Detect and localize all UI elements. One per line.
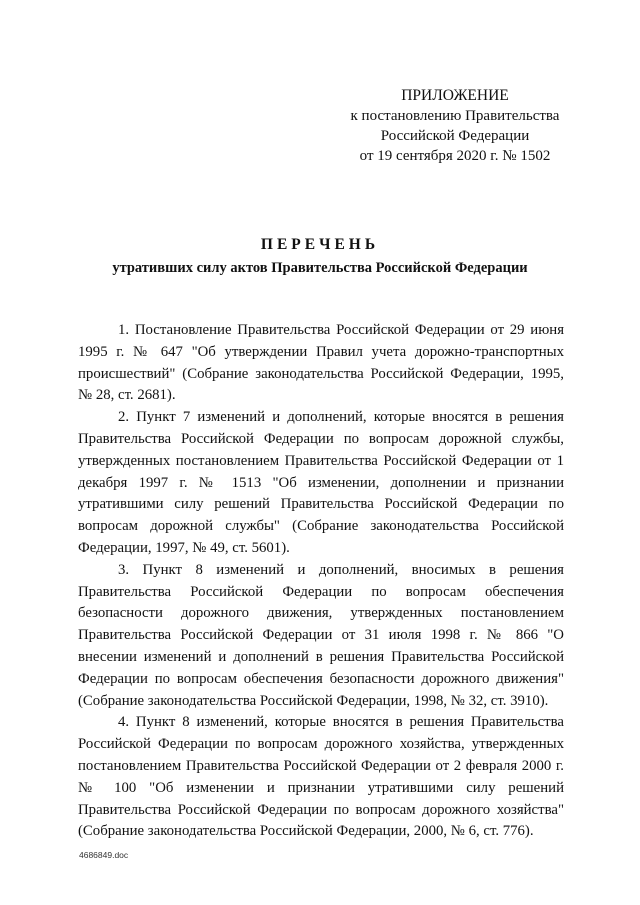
appendix-line-3: от 19 сентября 2020 г. № 1502 — [359, 148, 551, 164]
appendix-heading: ПРИЛОЖЕНИЕ — [401, 87, 509, 104]
appendix-block — [330, 86, 580, 166]
document-subtitle: утративших силу актов Правительства Российской Федерации — [112, 260, 528, 276]
file-name-footer: 4686849.doc — [79, 850, 129, 860]
list-item-4: 4. Пункт 8 изменений, которые вносятся в решения Правительства Российской Федерации по вопросам дорожного хозяйства, утвержденных постановлением Правительства Российской Федерации от 2 февраля 2000 г. № 100 "Об изменении и признании утратившими силу решений Правительства Российской Федерации по вопросам дорожного хозяйства" (Собрание законодательства Российской Федерации, 2000, № 6, ст. 776). — [78, 714, 564, 840]
appendix-line-2: Российской Федерации — [380, 128, 530, 144]
appendix-line-1: к постановлению Правительства — [350, 108, 560, 124]
list-item-2: 2. Пункт 7 изменений и дополнений, которые вносятся в решения Правительства Российской Федерации по вопросам дорожной службы, утвержденных постановлением Правительства Российской Федерации от 1 декабря 1997 г. № 1513 "Об изменении, дополнении и признании утратившими силу решений Правительства Российской Федерации по вопросам дорожной службы" (Собрание законодательства Российской Федерации, 1997, № 49, ст. 5601). — [78, 409, 564, 556]
document-title: ПЕРЕЧЕНЬ — [260, 236, 380, 253]
acts-list — [78, 320, 564, 843]
list-item-3: 3. Пункт 8 изменений и дополнений, вносимых в решения Правительства Российской Федерации по вопросам обеспечения безопасности дорожного движения, утвержденных постановлением Правительства Российской Федерации от 31 июля 1998 г. № 866 "О внесении изменений и дополнений в решения Правительства Российской Федерации по вопросам обеспечения безопасности дорожного движения" (Собрание законодательства Российской Федерации, 1998, № 32, ст. 3910). — [78, 561, 564, 709]
list-item-1: 1. Постановление Правительства Российской Федерации от 29 июня 1995 г. № 647 "Об утверждении Правил учета дорожно-транспортных происшествий" (Собрание законодательства Российской Федерации, 1995, № 28, ст. 2681). — [78, 322, 564, 404]
